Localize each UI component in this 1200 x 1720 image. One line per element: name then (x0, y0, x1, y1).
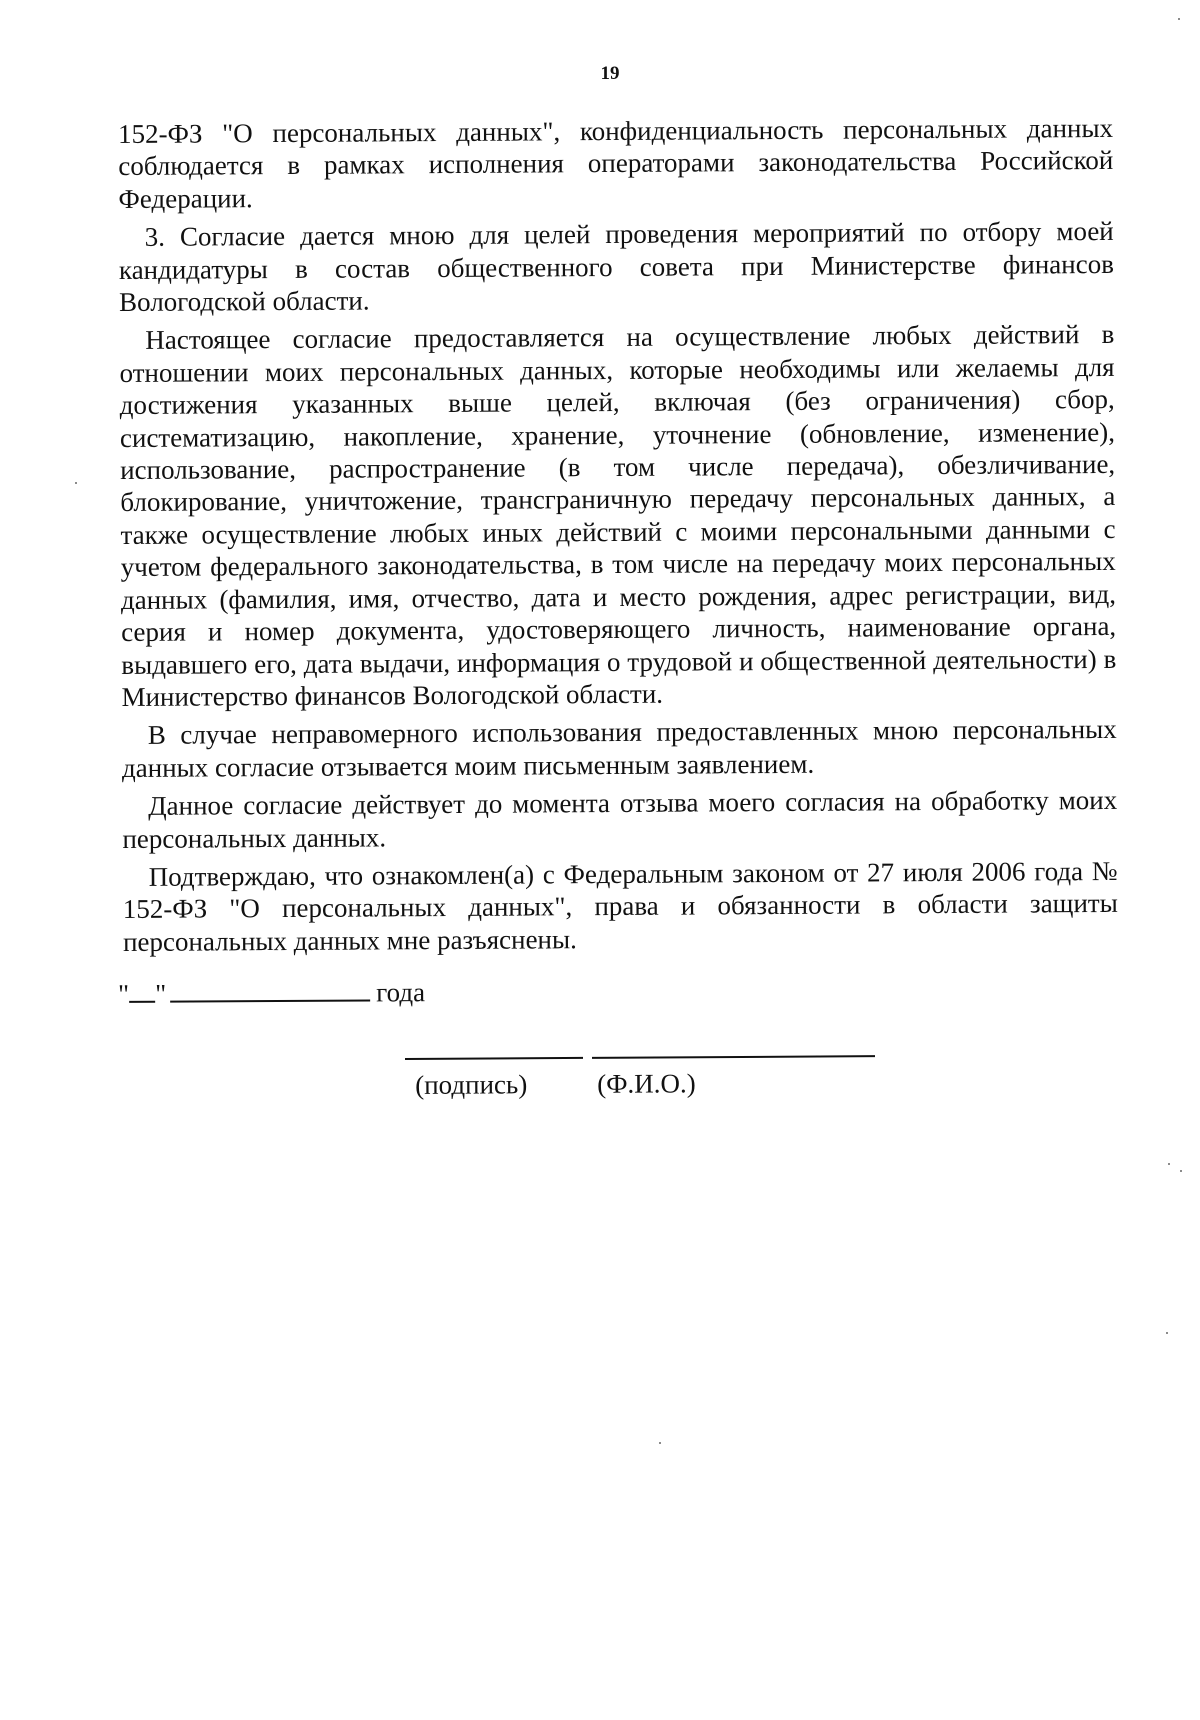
full-name-caption: (Ф.И.О.) (597, 1068, 696, 1099)
signature-line (405, 1057, 583, 1060)
date-open-quote: " (118, 978, 130, 1009)
scan-speck (1166, 1332, 1168, 1334)
month-blank (170, 973, 370, 1002)
scan-speck (659, 1442, 661, 1444)
day-blank (129, 975, 155, 1003)
scan-speck (1168, 1163, 1170, 1165)
signature-block (405, 1055, 885, 1118)
scan-speck (1180, 1170, 1182, 1172)
date-year-suffix: года (376, 977, 426, 1008)
scan-speck (1178, 18, 1180, 20)
paragraph-revocation: В случае неправомерного использования предоставленных мною персональных данных согласие отзывается моим письменным заявлением. (121, 714, 1117, 783)
date-line (118, 973, 425, 1010)
signature-caption: (подпись) (415, 1069, 528, 1100)
paragraph-confirmation: Подтверждаю, что ознакомлен(а) с Федеральным законом от 27 июля 2006 года № 152-ФЗ "О персональных данных", права и обязанности в области защиты персональных данных мне разъяснены. (122, 855, 1118, 957)
paragraph-purpose: 3. Согласие дается мною для целей проведения мероприятий по отбору моей кандидатуры в состав общественного совета при Министерстве финансов Вологодской области. (118, 216, 1114, 318)
paragraph-continuation: 152-ФЗ "О персональных данных", конфиденциальность персональных данных соблюдается в рамках исполнения операторами законодательства Российской Федерации. (118, 112, 1114, 214)
page-number: 19 (600, 63, 620, 84)
date-close-quote: " (155, 978, 167, 1009)
consent-body (118, 112, 1118, 964)
paragraph-scope: Настоящее согласие предоставляется на осуществление любых действий в отношении моих персональных данных, которые необходимы или желаемы для достижения указанных выше целей, включая (без ограничения) сбор, систематизацию, накопление, хранение, уточнение (обновление, изменение), использование, распространение (в том числе передача), обезличивание, блокирование, уничтожение, трансграничную передачу персональных данных, а также осуществление любых иных действий с моими персональными данными с учетом федерального законодательства, в том числе на передачу моих персональных данных (фамилия, имя, отчество, дата и место рождения, адрес регистрации, вид, серия и номер документа, удостоверяющего личность, наименование органа, выдавшего его, дата выдачи, информация о трудовой и общественной деятельности) в Министерство финансов Вологодской области. (119, 319, 1117, 712)
scan-speck (75, 482, 77, 484)
paragraph-validity: Данное согласие действует до момента отзыва моего согласия на обработку моих персональных данных. (122, 785, 1118, 854)
full-name-line (592, 1055, 875, 1059)
